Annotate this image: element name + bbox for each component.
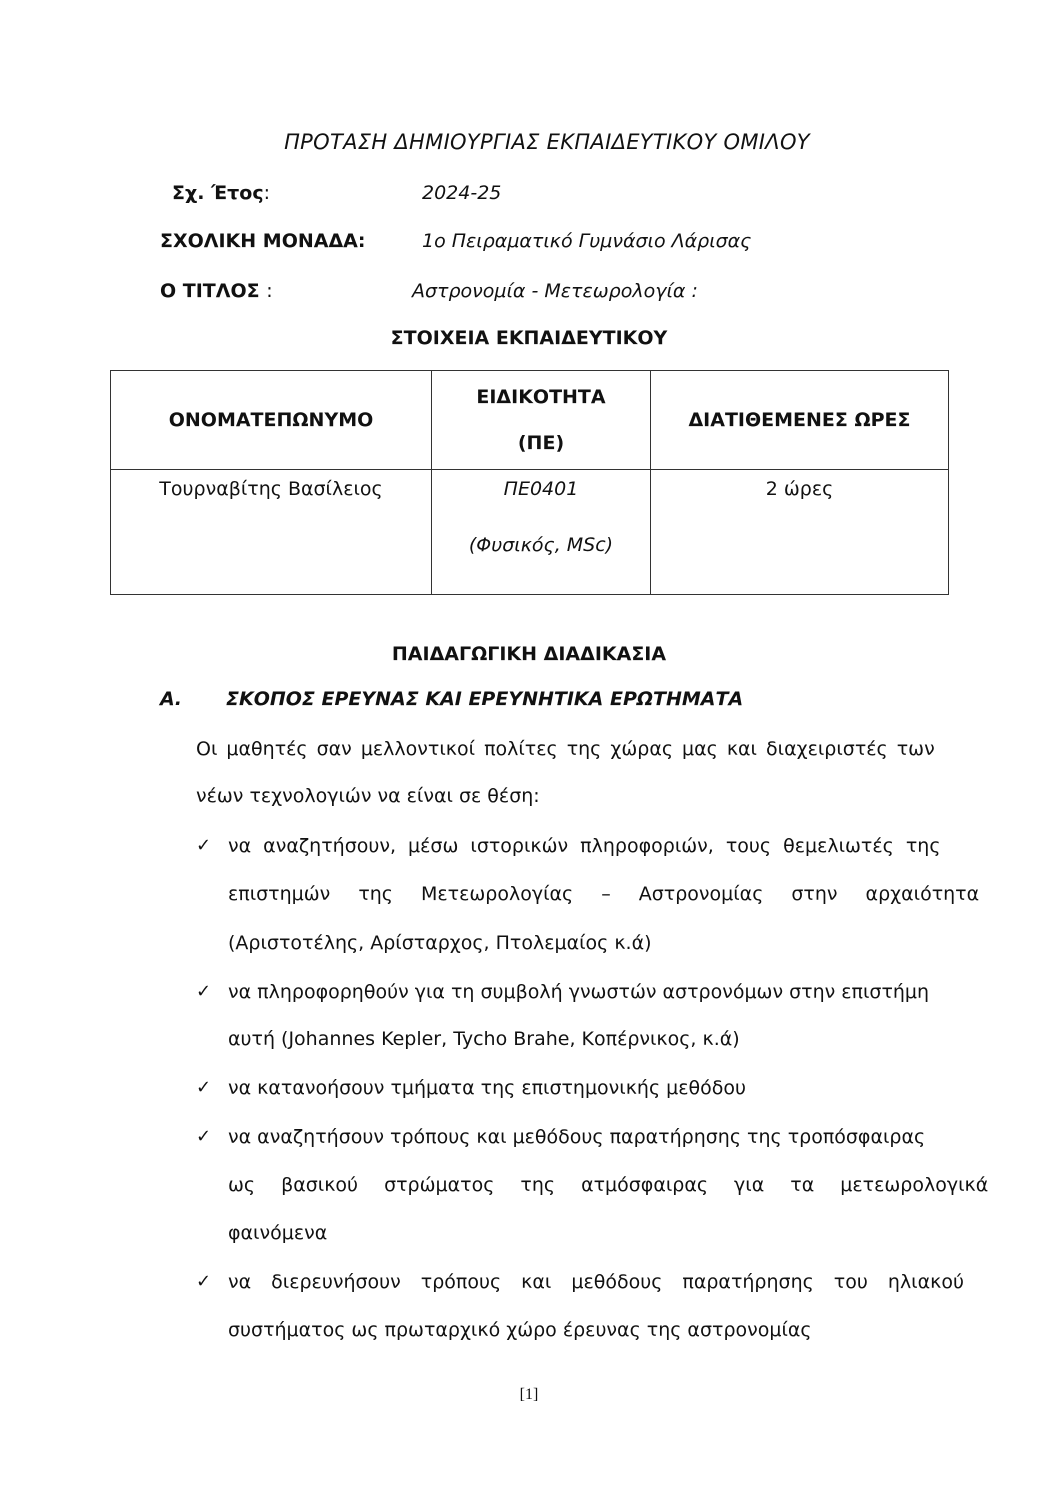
checkmark-icon: ✓ xyxy=(196,981,212,1002)
document-title: ΠΡΟΤΑΣΗ ΔΗΜΙΟΥΡΓΙΑΣ ΕΚΠΑΙΔΕΥΤΙΚΟΥ ΟΜΙΛΟΥ xyxy=(284,130,810,154)
subsection-letter: Α. xyxy=(160,688,182,710)
year-value: 2024-25 xyxy=(422,182,502,204)
page-number: [1] xyxy=(519,1386,539,1403)
table-header-row xyxy=(111,371,949,470)
checkmark-icon: ✓ xyxy=(196,1077,212,1098)
bullet-2-line-2: αυτή (Johannes Kepler, Tycho Brahe, Κοπέρνικος, κ.ά) xyxy=(228,1028,740,1050)
header-specialty: ΕΙΔΙΚΟΤΗΤΑ (ΠΕ) xyxy=(432,371,651,470)
school-label: ΣΧΟΛΙΚΗ ΜΟΝΑΔΑ: xyxy=(160,230,366,252)
bullet-1-line-3: (Αριστοτέλης, Αρίσταρχος, Πτολεμαίος κ.ά) xyxy=(228,932,652,954)
title-label: Ο ΤΙΤΛΟΣ : xyxy=(160,280,273,302)
checkmark-icon: ✓ xyxy=(196,1271,212,1292)
bullet-1-line-1: να αναζητήσουν, μέσω ιστορικών πληροφοριών, τους θεμελιωτές της xyxy=(228,835,941,857)
teacher-section-heading: ΣΤΟΙΧΕΙΑ ΕΚΠΑΙΔΕΥΤΙΚΟΥ xyxy=(390,327,668,349)
cell-hours: 2 ώρες xyxy=(651,470,949,595)
intro-line-2: νέων τεχνολογιών να είναι σε θέση: xyxy=(196,785,540,807)
header-hours: ΔΙΑΤΙΘΕΜΕΝΕΣ ΩΡΕΣ xyxy=(651,371,949,470)
title-value: Αστρονομία - Μετεωρολογία : xyxy=(412,280,698,302)
checkmark-icon: ✓ xyxy=(196,835,212,856)
school-value: 1ο Πειραματικό Γυμνάσιο Λάρισας xyxy=(422,230,752,252)
cell-specialty: ΠΕ0401 (Φυσικός, MSc) xyxy=(432,470,651,595)
bullet-4-line-2: ως βασικού στρώματος της ατμόσφαιρας για τα μετεωρολογικά xyxy=(228,1174,989,1196)
header-name: ΟΝΟΜΑΤΕΠΩΝΥΜΟ xyxy=(111,371,432,470)
bullet-4-line-3: φαινόμενα xyxy=(228,1222,328,1244)
intro-line-1: Οι μαθητές σαν μελλοντικοί πολίτες της χώρας μας και διαχειριστές των xyxy=(196,738,935,760)
section-heading: ΠΑΙΔΑΓΩΓΙΚΗ ΔΙΑΔΙΚΑΣΙΑ xyxy=(391,643,667,665)
checkmark-icon: ✓ xyxy=(196,1126,212,1147)
bullet-4-line-1: να αναζητήσουν τρόπους και μεθόδους παρατήρησης της τροπόσφαιρας xyxy=(228,1126,926,1148)
subsection-title: ΣΚΟΠΟΣ ΕΡΕΥΝΑΣ ΚΑΙ ΕΡΕΥΝΗΤΙΚΑ ΕΡΩΤΗΜΑΤΑ xyxy=(226,688,744,710)
cell-name: Τουρναβίτης Βασίλειος xyxy=(111,470,432,595)
bullet-2-line-1: να πληροφορηθούν για τη συμβολή γνωστών αστρονόμων στην επιστήμη xyxy=(228,981,930,1003)
teacher-table xyxy=(110,370,949,595)
bullet-5-line-1: να διερευνήσουν τρόπους και μεθόδους παρατήρησης του ηλιακού xyxy=(228,1271,964,1293)
year-label: Σχ. Έτος: xyxy=(172,182,270,204)
bullet-3-line-1: να κατανοήσουν τμήματα της επιστημονικής μεθόδου xyxy=(228,1077,747,1099)
bullet-5-line-2: συστήματος ως πρωταρχικό χώρο έρευνας της αστρονομίας xyxy=(228,1319,812,1341)
table-row xyxy=(111,470,949,595)
bullet-1-line-2: επιστημών της Μετεωρολογίας – Αστρονομίας στην αρχαιότητα xyxy=(228,883,980,905)
